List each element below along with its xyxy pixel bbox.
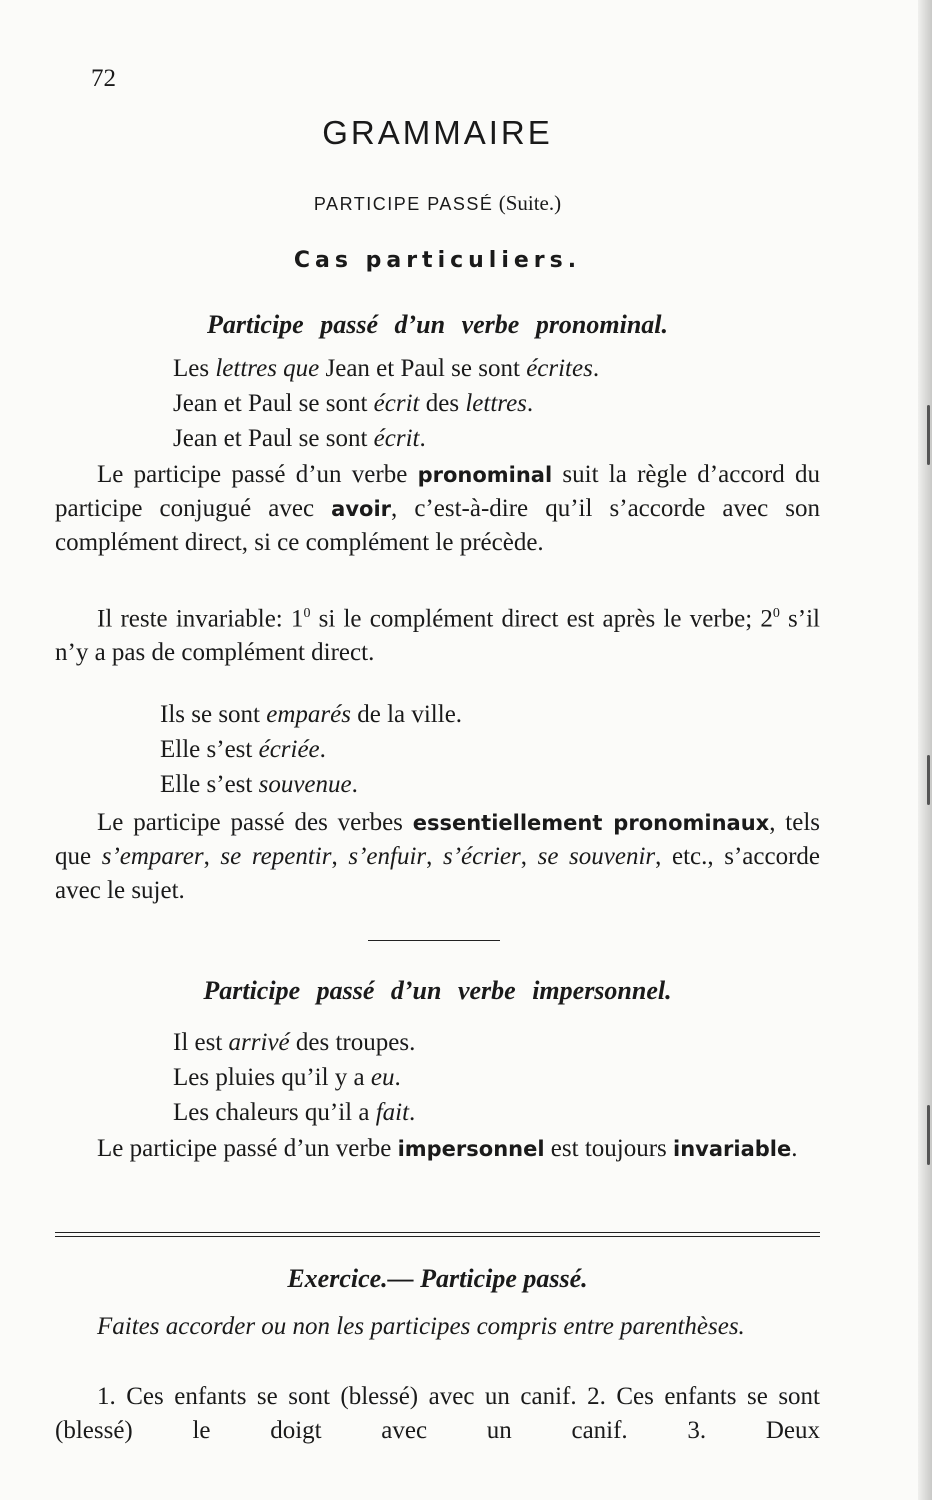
rule-paragraph: Le participe passé d’un verbe pronominal suit la règle d’accord du participe conjugué avec avoir, c’est-à-dire qu’il s’accorde avec son complément direct, si ce complément le précède.	[55, 461, 820, 556]
rule-paragraph: Le participe passé des verbes essentiellement pronominaux, tels que s’emparer, se repentir, s’enfuir, s’écrier, se souvenir, etc., s’accorde avec le sujet.	[55, 809, 821, 904]
page-number: 72	[91, 65, 116, 92]
edge-mark	[927, 405, 930, 465]
exercise-title: Exercice.— Participe passé.	[287, 1264, 588, 1293]
section-heading: Cas particuliers.	[293, 248, 582, 273]
book-page-edge	[918, 0, 932, 1500]
example-line: Jean et Paul se sont écrit des lettres.	[173, 390, 534, 417]
subtitle	[55, 186, 820, 221]
example-line: Les lettres que Jean et Paul se sont écrites.	[173, 355, 600, 382]
subtitle-suite: (Suite.)	[498, 191, 562, 215]
impersonnel-heading: Participe passé d’un verbe impersonnel.	[203, 976, 672, 1005]
exercise-text: 1. Ces enfants se sont (blessé) avec un canif. 2. Ces enfants se sont (blessé) le doigt avec un canif. 3. Deux	[55, 1383, 820, 1444]
pronominal-heading: Participe passé d’un verbe pronominal.	[206, 310, 669, 339]
example-line: Ils se sont emparés de la ville.	[160, 701, 463, 728]
page-title: GRAMMAIRE	[322, 114, 553, 151]
edge-mark	[927, 755, 930, 805]
rule-paragraph: Le participe passé d’un verbe impersonnel est toujours invariable.	[97, 1135, 798, 1162]
example-line: Les pluies qu’il y a eu.	[173, 1064, 401, 1091]
example-line: Les chaleurs qu’il a fait.	[173, 1099, 416, 1126]
example-line: Elle s’est écriée.	[160, 736, 326, 763]
exercise-instruction: Faites accorder ou non les participes compris entre parenthèses.	[97, 1313, 745, 1340]
edge-mark	[927, 1105, 930, 1165]
rule-paragraph: Il reste invariable: $1^0$ si le complément direct est après le verbe; $2^0$ s’il n’y a pas de complément direct.	[55, 605, 820, 667]
exercise-divider	[55, 1232, 820, 1237]
section-divider	[368, 940, 500, 941]
subtitle-main: PARTICIPE PASSÉ	[313, 194, 494, 214]
example-line: Elle s’est souvenue.	[160, 771, 358, 798]
example-line: Il est arrivé des troupes.	[173, 1029, 416, 1056]
example-line: Jean et Paul se sont écrit.	[173, 425, 426, 452]
